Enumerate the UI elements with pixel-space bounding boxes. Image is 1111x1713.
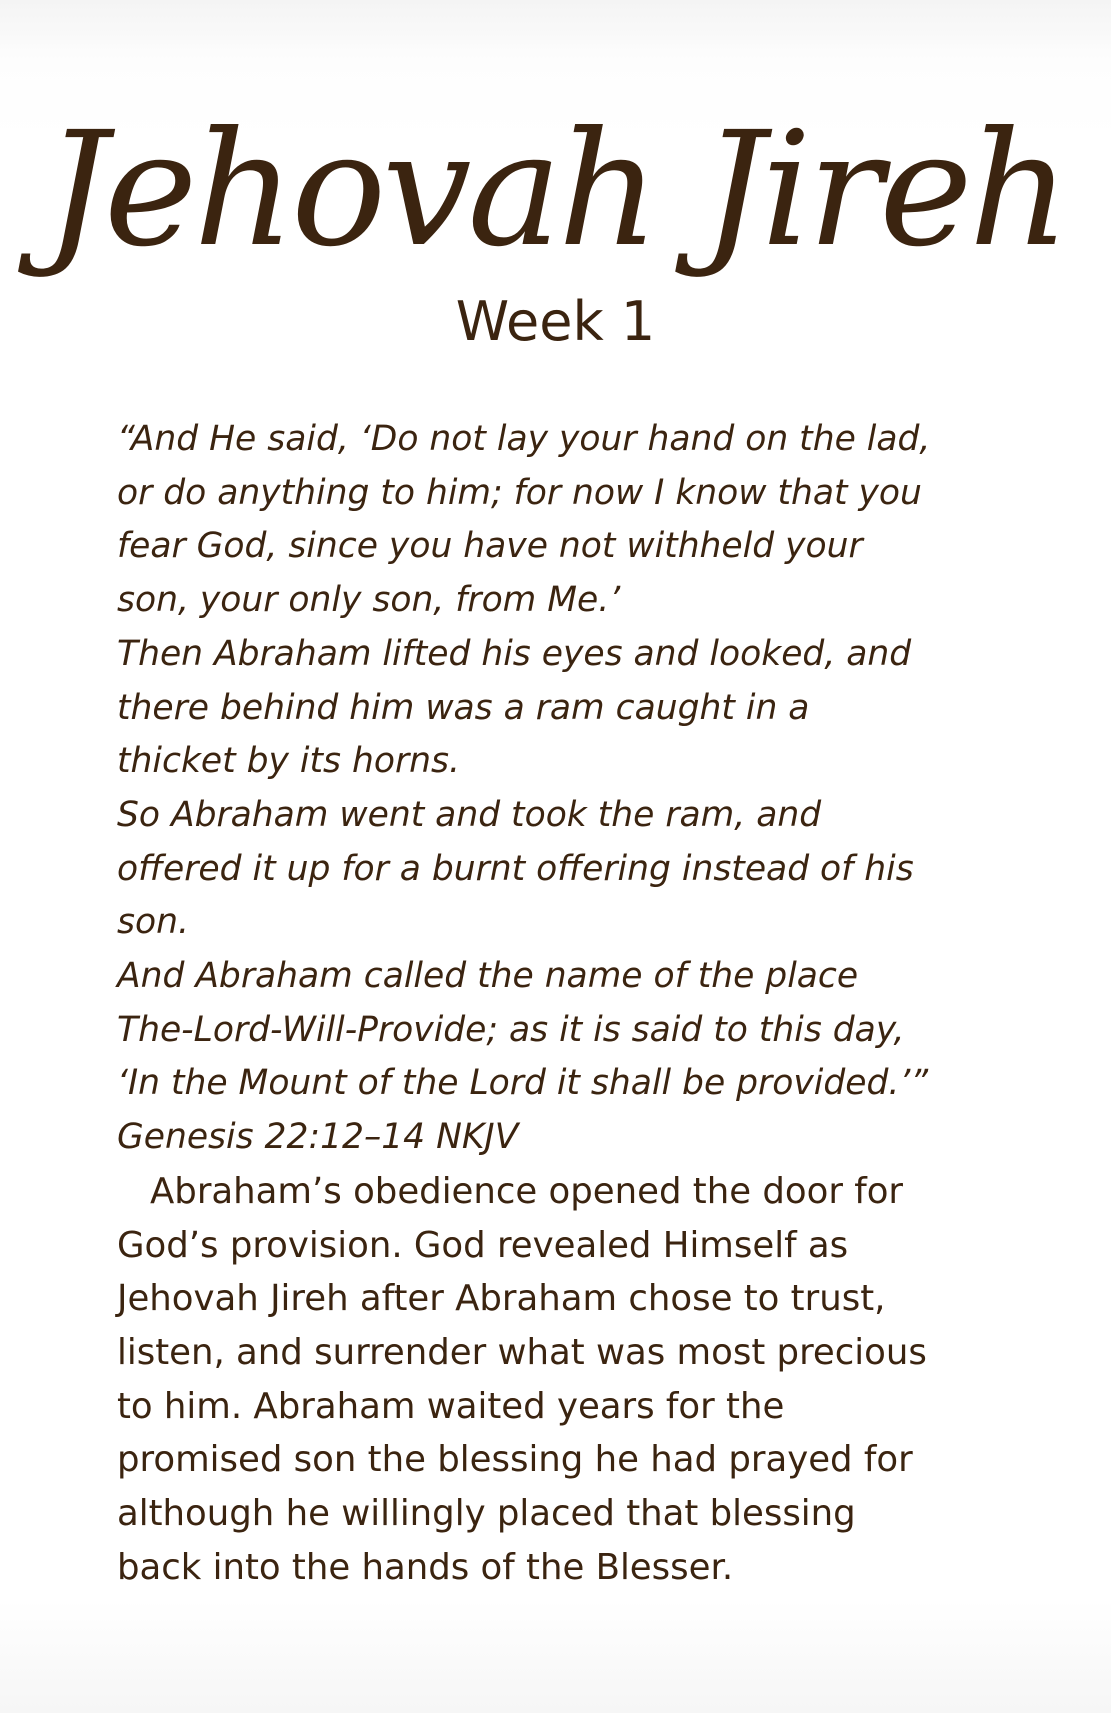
reflection-line: to him. Abraham waited years for the bbox=[117, 1385, 785, 1427]
scripture-line: So Abraham went and took the ram, and bbox=[117, 794, 822, 835]
page-subtitle: Week 1 bbox=[455, 290, 656, 353]
scripture-line: offered it up for a burnt offering instead of his bbox=[117, 848, 914, 889]
scripture-line: son. bbox=[117, 902, 189, 943]
scripture-line: son, your only son, from Me.’ bbox=[117, 580, 621, 621]
reflection-line: God’s provision. God revealed Himself as bbox=[117, 1224, 849, 1266]
reflection-line: Abraham’s obedience opened the door for bbox=[150, 1170, 904, 1212]
scripture-line: Then Abraham lifted his eyes and looked, and bbox=[117, 633, 912, 674]
reflection-line: although he willingly placed that blessing bbox=[117, 1493, 856, 1535]
scripture-line: thicket by its horns. bbox=[117, 741, 460, 782]
reflection-line: listen, and surrender what was most precious bbox=[117, 1331, 927, 1373]
reflection-line: Jehovah Jireh after Abraham chose to trust, bbox=[117, 1278, 886, 1320]
scripture-line: ‘In the Mount of the Lord it shall be provided.’” bbox=[117, 1063, 929, 1104]
page-title: Jehovah Jireh bbox=[44, 98, 1067, 282]
scripture-line: or do anything to him; for now I know that you bbox=[117, 472, 922, 513]
scripture-line: The-Lord-Will-Provide; as it is said to this day, bbox=[117, 1009, 905, 1050]
scripture-line: fear God, since you have not withheld your bbox=[117, 526, 863, 567]
scripture-line: And Abraham called the name of the place bbox=[117, 956, 859, 997]
scripture-line: there behind him was a ram caught in a bbox=[117, 687, 810, 728]
reflection-line: back into the hands of the Blesser. bbox=[117, 1546, 734, 1588]
reflection-paragraph bbox=[117, 1165, 1017, 1595]
scripture-citation: Genesis 22:12–14 NKJV bbox=[117, 1117, 519, 1158]
devotional-content bbox=[117, 413, 1017, 1594]
reflection-line: promised son the blessing he had prayed for bbox=[117, 1439, 913, 1481]
scripture-passage bbox=[117, 413, 1017, 1165]
scripture-line: “And He said, ‘Do not lay your hand on the lad, bbox=[117, 419, 931, 459]
